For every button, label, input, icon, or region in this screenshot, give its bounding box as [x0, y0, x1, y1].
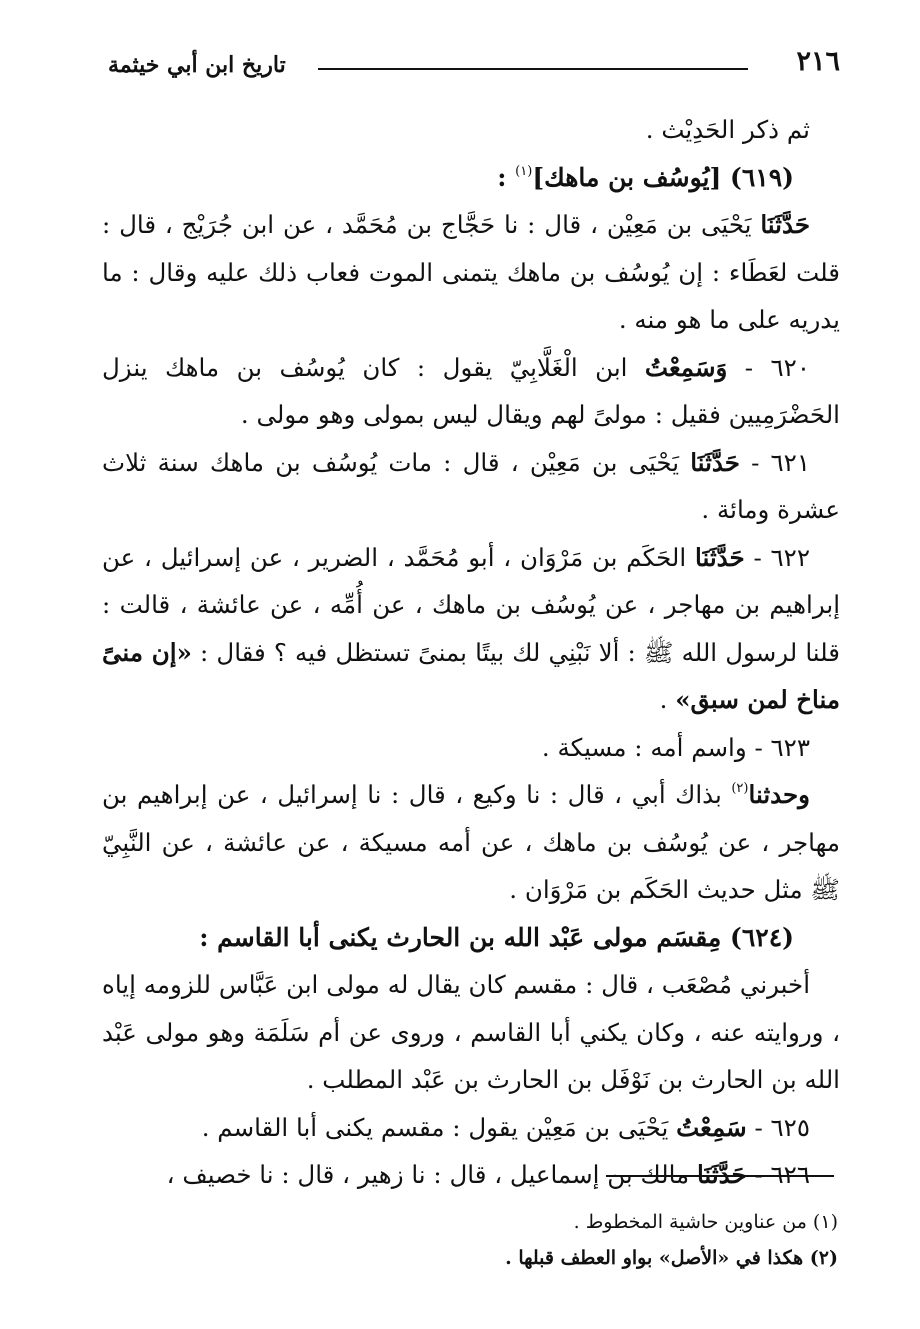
- entry-number: ٦٢٠ -: [727, 352, 810, 382]
- hadith-lead-word: سَمِعْتُ: [676, 1112, 747, 1142]
- page-number: ٢١٦: [796, 46, 840, 77]
- hadith-lead-word: حَدَّثَنَا: [694, 542, 745, 572]
- prophetic-quote: «إن منىً مناخ لمن سبق»: [102, 637, 840, 714]
- paragraph-text: الحَكَم بن مَرْوَان ، أبو مُحَمَّد ، الضرير ، عن إسرائيل ، عن إبراهيم بن مهاجر ، عن يُوسُف بن ماهك ، عن أُمِّه ، عن عائشة ، قالت : قلنا لرسول الله ﷺ : ألا نَبْنِي لك بيتًا بمنىً تستظل فيه ؟ فقال :: [102, 542, 840, 667]
- footnote-marker: (١): [515, 163, 533, 179]
- footnote-separator: [606, 1175, 834, 1177]
- hadith-lead-word: حَدَّثَنَا: [696, 1160, 747, 1189]
- paragraph-text: مالك بن إسماعيل ، قال : نا زهير ، قال : نا خصيف ،: [166, 1160, 697, 1189]
- hadith-lead-word: حَدَّثَنَا: [760, 210, 810, 239]
- entry-number: ٦٢٢ -: [744, 542, 810, 572]
- footnote-2: (٢) هكذا في «الأصل» بواو العطف قبلها .: [505, 1247, 838, 1269]
- hadith-lead-word: حَدَّثَنَا: [690, 447, 740, 477]
- entry-number: ٦٢٦ -: [746, 1160, 810, 1189]
- footnote-1: (١) من عناوين حاشية المخطوط .: [573, 1211, 838, 1233]
- running-header: [0, 46, 920, 96]
- paragraph-text: يَحْيَى بن مَعِيْن ، قال : مات يُوسُف بن ماهك سنة ثلاث عشرة ومائة .: [102, 447, 840, 524]
- paragraph-623: ٦٢٣ - واسم أمه : مسيكة .: [541, 732, 810, 762]
- paragraph: [102, 201, 840, 344]
- hadith-lead-word: وَسَمِعْتُ: [644, 352, 728, 382]
- paragraph-622: [102, 534, 840, 724]
- paragraph-end: .: [659, 685, 676, 714]
- chapter-heading-624: (٦٢٤) مِقسَم مولى عَبْد الله بن الحارث يكنى أبا القاسم :: [199, 922, 794, 952]
- footnote-marker: (٢): [731, 781, 749, 796]
- paragraph-621: [102, 439, 840, 534]
- entry-number: ٦٢١ -: [739, 447, 810, 477]
- paragraph-text: يَحْيَى بن مَعِيْن ، قال : نا حَجَّاج بن مُحَمَّد ، عن ابن جُرَيْج ، قال : قلت لعَطَاء : إن يُوسُف بن ماهك يتمنى الموت فعاب ذلك عليه وقال : ما يدريه على ما هو منه .: [102, 210, 840, 334]
- entry-number: ٦٢٥ -: [746, 1112, 810, 1142]
- paragraph-625: [102, 1104, 840, 1152]
- book-title: تاريخ ابن أبي خيثمة: [108, 52, 286, 78]
- paragraph-620: [102, 344, 840, 439]
- paragraph-text: بذاك أبي ، قال : نا وكيع ، قال : نا إسرائيل ، عن إبراهيم بن مهاجر ، عن يُوسُف بن ماهك ، عن أمه مسيكة ، عن عائشة ، عن النَّبِيّ ﷺ مثل حديث الحَكَم بن مَرْوَان .: [102, 780, 840, 904]
- paragraph: [102, 771, 840, 914]
- heading-title: (٦١٩) [يُوسُف بن ماهك]: [532, 162, 794, 192]
- paragraph: ثم ذكر الحَدِيْث .: [645, 115, 810, 144]
- footnotes: [102, 1204, 838, 1276]
- hadith-lead-word: وحدثنا: [748, 780, 810, 809]
- chapter-heading-619: [102, 154, 840, 202]
- paragraph-text: يَحْيَى بن مَعِيْن يقول : مقسم يكنى أبا القاسم .: [201, 1112, 677, 1142]
- paragraph: أخبرني مُصْعَب ، قال : مقسم كان يقال له مولى ابن عَبَّاس للزومه إياه ، وروايته عنه ، وكان يكني أبا القاسم ، وروى عن أم سَلَمَة وهو مولى عَبْد الله بن الحارث بن نَوْفَل بن الحارث بن عَبْد المطلب .: [102, 970, 840, 1094]
- header-rule: [318, 68, 748, 70]
- main-text: [102, 106, 840, 1199]
- heading-colon: :: [497, 162, 516, 192]
- paragraph-text: ابن الْغَلَّابِيّ يقول : كان يُوسُف بن ماهك ينزل الحَضْرَمِيين فقيل : مولىً لهم ويقال ليس بمولى وهو مولى .: [102, 352, 840, 429]
